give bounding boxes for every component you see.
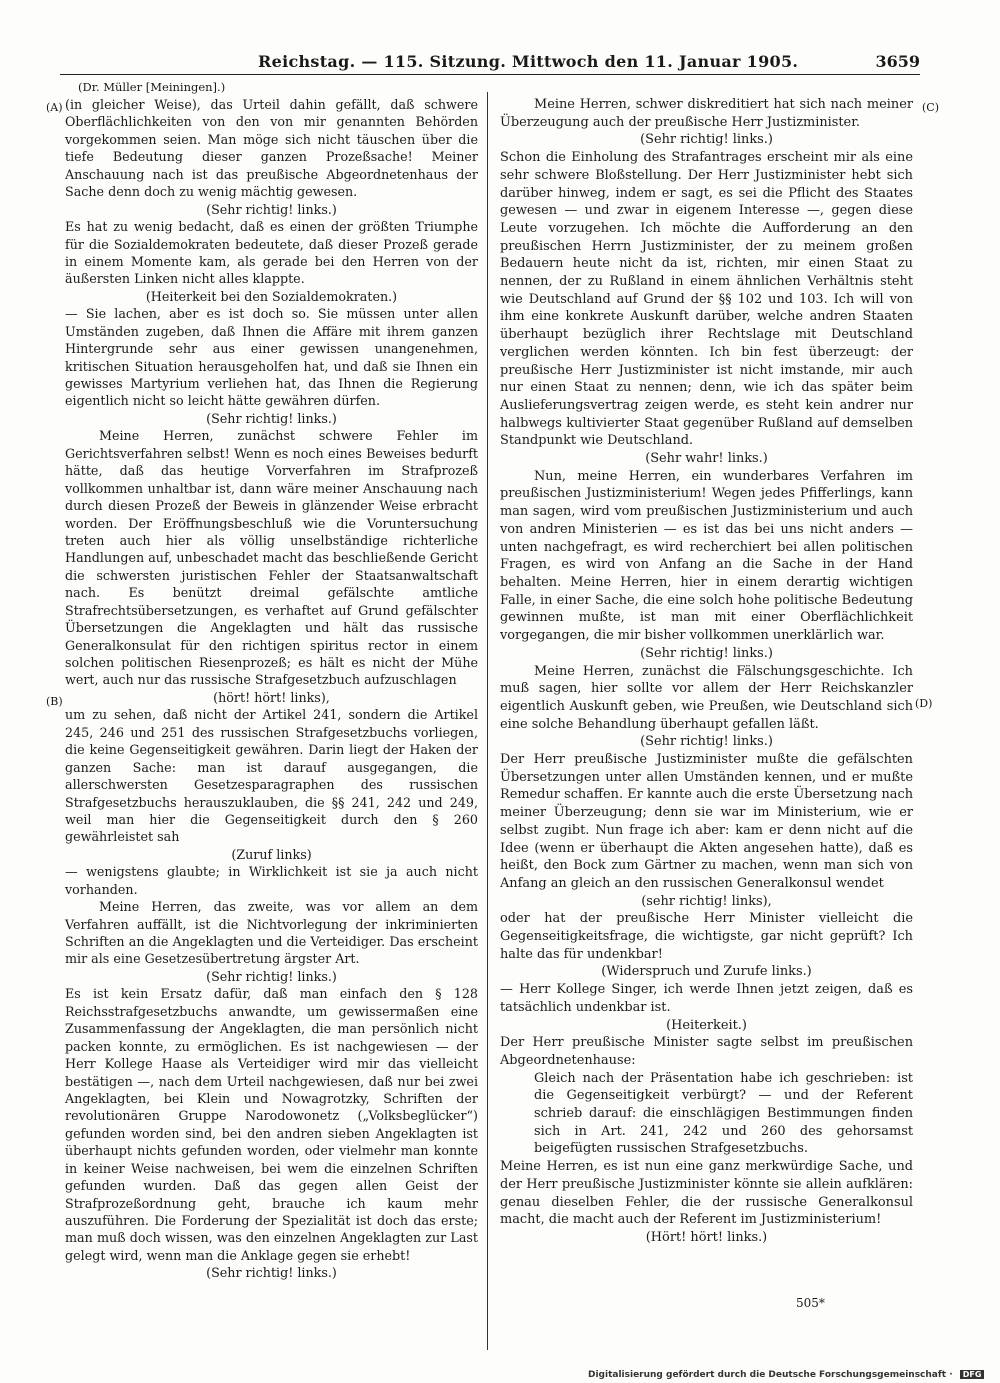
paragraph: Es hat zu wenig bedacht, daß es einen der größten Triumphe für die Sozialdemokraten bedeutete, daß dieser Prozeß gerade in einem Momente kam, als gerade bei den Herren von der äußersten Linken nicht alles klappte. (65, 219, 478, 287)
paragraph: (in gleicher Weise), das Urteil dahin gefällt, daß schwere Oberflächlichkeiten von den von mir genannten Behörden vorgekommen seien. Man möge sich nicht täuschen über die tiefe Bedeutung dieser ganzen Prozeßsache! Meiner Anschauung nach ist das preußische Abgeordnetenhaus der Sache denn doch zu wenig mächtig gewesen. (65, 97, 478, 200)
digitization-footer (588, 1370, 984, 1380)
margin-marker-d: (D) (915, 697, 933, 710)
interjection: (Sehr richtig! links.) (206, 201, 337, 217)
paragraph: Meine Herren, es ist nun eine ganz merkwürdige Sache, und der Herr preußische Justizminister könnte sie allein aufklären: genau dieselben Fehler, die der russische Generalkonsul macht, die macht auch der Referent im Justizministerium! (500, 1159, 913, 1228)
paragraph: — Herr Kollege Singer, ich werde Ihnen jetzt zeigen, daß es tatsächlich undenkbar ist. (500, 982, 913, 1015)
margin-marker-b: (B) (46, 695, 63, 708)
left-column (65, 96, 478, 1282)
page-header (60, 50, 920, 75)
speaker-label: (Dr. Müller [Meiningen].) (78, 80, 226, 94)
interjection: (Widerspruch und Zurufe links.) (601, 964, 812, 980)
paragraph: Meine Herren, zunächst schwere Fehler im Gerichtsverfahren selbst! Wenn es noch eines Beweises bedurft hätte, daß das heutige Vorverfahren im Strafprozeß vollkommen unhaltbar ist, dann wäre meiner Anschauung nach durch diesen Prozeß der Beweis in glänzender Weise erbracht worden. Der Eröffnungsbeschluß wie die Voruntersuchung treten auch hier als völlig unselbständige richterliche Handlungen auf, unbeschadet macht das beschließende Gericht die schwersten juristischen Fehler der Staatsanwaltschaft nach. Es benützt dreimal gefälschte amtliche Strafrechtsübersetzungen, es verhaftet auf Grund gefälschter Übersetzungen die Angeklagten und hält das russische Generalkonsulat für den richtigen spiritus rector in einem solchen politischen Riesenprozeß; es hält es nicht der Mühe wert, auch nur das russische Strafgesetzbuch aufzuschlagen (65, 428, 478, 688)
paragraph: Der Herr preußische Minister sagte selbst im preußischen Abgeordnetenhause: (500, 1035, 913, 1068)
paragraph: Der Herr preußische Justizminister mußte die gefälschten Übersetzungen unter allen Umständen kennen, und er mußte Remedur schaffen. Er kannte auch die erste Übersetzung nach meiner Überzeugung; denn sie war im Ministerium, wie er selbst zugibt. Nun frage ich aber: kam er denn nicht auf die Idee (wenn er überhaupt die Akten angesehen hatte), daß es heißt, den Bock zum Gärtner zu machen, wenn man sich von Anfang an gleich an den russischen Generalkonsul wendet (500, 752, 913, 891)
right-column (500, 96, 913, 1247)
interjection: (sehr richtig! links), (641, 893, 772, 909)
paragraph: Schon die Einholung des Strafantrages erscheint mir als eine sehr schwere Bloßstellung. Der Herr Justizminister hebt sich darüber hinweg, indem er sagt, es sei die Pflicht des Staates gewesen — und zwar in eigenem Interesse —, gegen diese Leute vorzugehen. Ich möchte die Aufforderung an den preußischen Herrn Justizminister, der zu meinem großen Bedauern heute nicht da ist, richten, mir einen Staat zu nennen, der zu Rußland in einem ähnlichen Verhältnis steht wie Deutschland auf Grund der §§ 102 und 103. Ich will von ihm eine konkrete Auskunft darüber, welche andren Staaten überhaupt bezüglich ihrer Rechtslage mit Deutschland verglichen werden könnten. Ich bin fest überzeugt: der preußische Herr Justizminister ist nicht imstande, mir auch nur einen Staat zu nennen; denn, wie ich das später beim Auslieferungsvertrag zeigen werde, es steht kein andrer nur halbwegs kultivierter Staat gegenüber Rußland auf demselben Standpunkt wie Deutschland. (500, 150, 913, 449)
paragraph: Nun, meine Herren, ein wunderbares Verfahren im preußischen Justizministerium! Wegen jedes Pfifferlings, kann man sagen, wird vom preußischen Justizministerium und auch von andren Ministerien — es ist das bei uns nicht anders — unten nachgefragt, es wird recherchiert bei allen politischen Fragen, es wird von Anfang an die Sache in der Hand behalten. Meine Herren, hier in einem derartig wichtigen Falle, in einer Sache, die eine solch hohe politische Bedeutung gewinnen mußte, ist man mit einer Oberflächlichkeit vorgegangen, die mir bisher vollkommen unerklärlich war. (500, 468, 913, 644)
interjection: (Zuruf links) (231, 846, 312, 862)
paragraph: um zu sehen, daß nicht der Artikel 241, sondern die Artikel 245, 246 und 251 des russischen Strafgesetzbuchs vorliegen, die keine Gegenseitigkeit gewähren. Darin liegt der Haken der ganzen Sache: man ist darauf ausgegangen, die allerschwersten Gesetzesparagraphen des russischen Strafgesetzbuchs herauszuklauben, die §§ 241, 242 und 249, weil man hier die Gegenseitigkeit durch den § 260 gewährleistet sah (65, 707, 478, 845)
interjection: (Heiterkeit.) (666, 1017, 747, 1033)
interjection: (Sehr richtig! links.) (640, 645, 773, 661)
column-divider (487, 92, 488, 1350)
interjection: (Sehr richtig! links.) (640, 734, 773, 750)
interjection: (Sehr richtig! links.) (206, 410, 337, 426)
paragraph: Meine Herren, zunächst die Fälschungsgeschichte. Ich muß sagen, hier sollte vor allem der Herr Reichskanzler eigentlich Auskunft geben, wie Preußen, wie Deutschland sich eine solche Behandlung überhaupt gefallen läßt. (500, 663, 913, 732)
interjection: (Sehr wahr! links.) (645, 451, 768, 467)
paragraph: Gleich nach der Präsentation habe ich geschrieben: ist die Gegenseitigkeit verbürgt? — und der Referent schrieb darauf: die einschlägigen Bestimmungen finden sich in Art. 241, 242 und 260 des gehorsamst beigefügten russischen Strafgesetzbuchs. (534, 1070, 913, 1157)
margin-marker-a: (A) (46, 101, 63, 114)
interjection: (Heiterkeit bei den Sozialdemokraten.) (145, 288, 398, 304)
paragraph: Meine Herren, schwer diskreditiert hat sich nach meiner Überzeugung auch der preußische Herr Justizminister. (500, 97, 913, 130)
paragraph: — Sie lachen, aber es ist doch so. Sie müssen unter allen Umständen zugeben, daß Ihnen die Affäre mit ihrem ganzen Hintergrunde sehr aus einer gewissen unangenehmen, kritischen Situation herausgeholfen hat, und daß sie Ihnen ein gewisses Martyrium verliehen hat, das Ihnen die Regierung eigentlich nicht so leicht hätte gewähren dürfen. (65, 306, 478, 409)
paragraph: Meine Herren, das zweite, was vor allem an dem Verfahren auffällt, ist die Nichtvorlegung der inkriminierten Schriften an die Angeklagten und die Verteidiger. Das erscheint mir als eine Gesetzesübertretung ärgster Art. (65, 899, 478, 967)
page-title: Reichstag. — 115. Sitzung. Mittwoch den 11. Januar 1905. (258, 52, 799, 71)
footer-text: Digitalisierung gefördert durch die Deutsche Forschungsgemeinschaft · (588, 1370, 953, 1380)
interjection: (Hört! hört! links.) (645, 1230, 768, 1245)
interjection: (hört! hört! links), (213, 689, 330, 705)
footnote-number: 505* (796, 1296, 825, 1310)
dfg-logo: DFG (960, 1370, 985, 1379)
interjection: (Sehr richtig! links.) (206, 1265, 337, 1281)
interjection: (Sehr richtig! links.) (206, 968, 337, 984)
paragraph: oder hat der preußische Herr Minister vielleicht die Gegenseitigkeitsfrage, die wichtigste, gar nicht geprüft? Ich halte das für undenkbar! (500, 911, 913, 962)
margin-marker-c: (C) (922, 101, 939, 114)
interjection: (Sehr richtig! links.) (640, 132, 773, 148)
paragraph: Es ist kein Ersatz dafür, daß man einfach den § 128 Reichsstrafgesetzbuchs anwandte, um gewissermaßen eine Zusammenfassung der Angeklagten, die man persönlich nicht packen konnte, zu ermöglichen. Es ist nachgewiesen — der Herr Kollege Haase als Verteidiger wird mir das vielleicht bestätigen —, nach dem Urteil nachgewiesen, daß nur bei zwei Angeklagten, bei Klein und Nowagrotzky, Schriften der revolutionären Gruppe Narodowonetz („Volksbeglücker“) gefunden worden sind, bei den andren sieben Angeklagten ist überhaupt nichts gefunden worden, oder vielmehr man konnte in keiner Weise nachweisen, bei wem die einzelnen Schriften gefunden wurden. Daß das gegen allen Geist der Strafprozeßordnung geht, brauche ich kaum mehr auszuführen. Die Forderung der Spezialität ist doch das erste; man muß doch wissen, was den einzelnen Angeklagten zur Last gelegt wird, wenn man die Anklage gegen sie erhebt! (65, 986, 478, 1263)
paragraph: — wenigstens glaubte; in Wirklichkeit ist sie ja auch nicht vorhanden. (65, 864, 478, 897)
page-number: 3659 (875, 52, 920, 71)
